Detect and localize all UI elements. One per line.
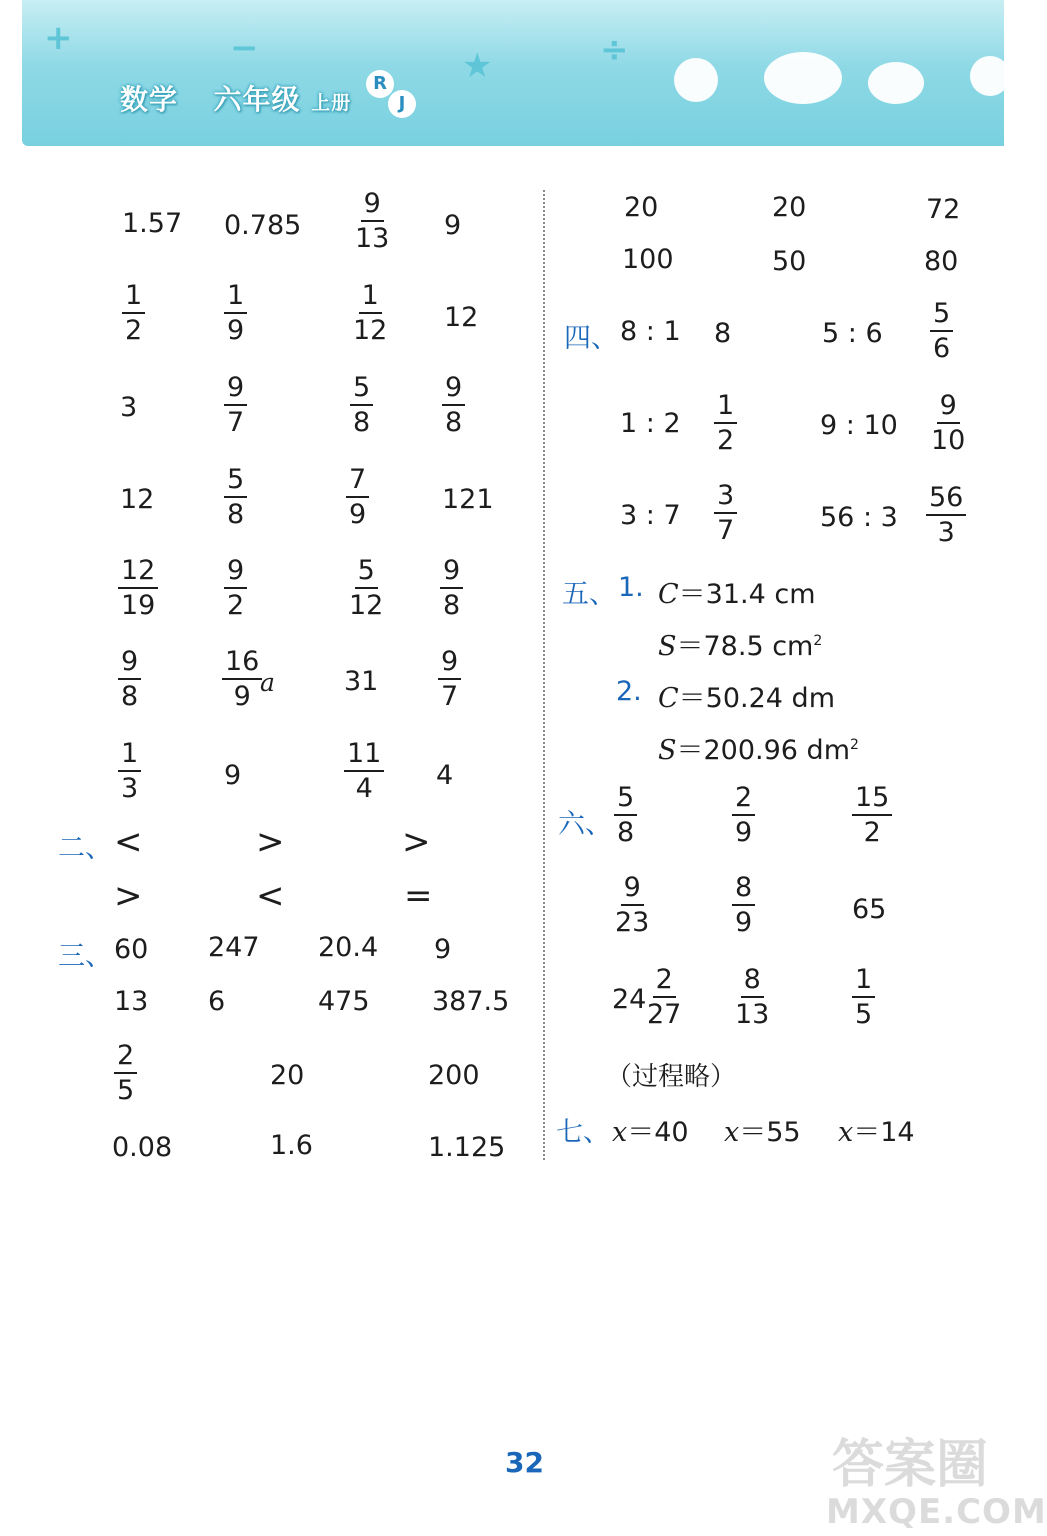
fraction: $\frac{8}{9}$: [732, 874, 755, 936]
fraction: $\frac{2}{9}$: [732, 784, 755, 846]
section-label: 五、: [562, 579, 616, 610]
answer: 3: [120, 392, 138, 423]
header-banner: [22, 0, 1004, 146]
minus-icon: −: [230, 28, 259, 68]
fraction: $\frac{2}{27}$: [647, 964, 682, 1030]
fraction: $\frac{11}{4}$: [344, 740, 384, 802]
fraction: $\frac{9}{7}$: [224, 374, 247, 436]
answer: 121: [442, 484, 494, 515]
plus-icon: +: [44, 18, 73, 58]
answer: 65: [852, 894, 887, 925]
answer: 20: [624, 192, 659, 223]
equation: x＝40: [612, 1117, 689, 1148]
fraction: $\frac{1}{12}$: [353, 280, 388, 346]
answer: 1.6: [270, 1130, 313, 1161]
fraction: $\frac{1}{3}$: [118, 740, 141, 802]
ratio: 3 : 7: [620, 500, 681, 531]
fraction: $\frac{5}{8}$: [224, 466, 247, 528]
formula: C＝31.4 cm: [658, 579, 816, 610]
answer: 72: [926, 194, 961, 225]
cloud-icon: [970, 56, 1010, 96]
question-number: 2.: [616, 676, 642, 707]
ratio: 56 : 3: [820, 502, 898, 533]
answer: 4: [436, 760, 454, 791]
badge-r: R: [366, 70, 394, 98]
answer: 0.08: [112, 1132, 173, 1163]
watermark-sub: MXQE.COM: [826, 1492, 1047, 1532]
fraction: $\frac{5}{6}$: [930, 300, 953, 362]
page-number: 32: [505, 1446, 544, 1479]
answer: 80: [924, 246, 959, 277]
question-number: 1.: [618, 572, 644, 603]
answer: 20: [772, 192, 807, 223]
banner-title: [120, 78, 351, 118]
volume-label: 上册: [311, 92, 352, 114]
fraction: $\frac{16}{9}$: [222, 648, 262, 710]
fraction: $\frac{56}{3}$: [926, 484, 966, 546]
equation: x＝55: [724, 1117, 801, 1148]
comparison: <: [256, 876, 285, 916]
fraction: $\frac{9}{2}$: [224, 557, 247, 619]
comparison: >: [114, 876, 143, 916]
fraction: $\frac{15}{2}$: [852, 784, 892, 846]
fraction: $\frac{9}{7}$: [438, 648, 461, 710]
fraction: $\frac{7}{9}$: [346, 466, 369, 528]
grade-label: 六年级: [213, 83, 301, 116]
divide-icon: ÷: [600, 30, 629, 70]
badge-j: J: [388, 90, 416, 118]
answer: 20.4: [318, 932, 379, 963]
fraction: $\frac{9}{23}$: [615, 872, 650, 938]
answer: 12: [120, 484, 155, 515]
section-label: 三、: [58, 941, 112, 972]
equation: x＝14: [838, 1117, 915, 1148]
fraction: $\frac{1}{9}$: [224, 282, 247, 344]
ratio: 8 : 1: [620, 316, 681, 347]
answer: 100: [622, 244, 674, 275]
answer: 9: [224, 760, 242, 791]
fraction: $\frac{9}{13}$: [355, 188, 390, 254]
fraction: $\frac{3}{7}$: [714, 482, 737, 544]
fraction: $\frac{1}{5}$: [852, 966, 875, 1028]
fraction: $\frac{9}{8}$: [118, 648, 141, 710]
note: （过程略）: [606, 1062, 737, 1092]
fraction: $\frac{1}{2}$: [714, 392, 737, 454]
answer: 12: [444, 302, 479, 333]
rj-badge: [366, 70, 426, 120]
section-label: 六、: [558, 809, 612, 840]
fraction: $\frac{2}{5}$: [114, 1042, 137, 1104]
star-icon: ★: [462, 46, 493, 86]
answer: 20: [270, 1060, 305, 1091]
comparison: >: [256, 822, 285, 862]
answer: 9: [444, 210, 462, 241]
answer: 387.5: [432, 986, 510, 1017]
answer: 9: [434, 934, 452, 965]
watermark: [824, 1418, 1047, 1536]
answer: 1.125: [428, 1132, 506, 1163]
comparison: <: [114, 822, 143, 862]
ratio: 1 : 2: [620, 408, 681, 439]
fraction: $\frac{8}{13}$: [735, 964, 770, 1030]
section-label: 四、: [564, 323, 618, 354]
variable: a: [260, 668, 275, 697]
fraction: $\frac{12}{19}$: [118, 557, 158, 619]
formula: S＝78.5 $cm^2$: [658, 631, 823, 662]
answer: 60: [114, 934, 149, 965]
fraction: $\frac{9}{8}$: [440, 557, 463, 619]
ratio: 5 : 6: [822, 318, 883, 349]
cloud-icon: [764, 52, 842, 104]
answer: 0.785: [224, 210, 302, 241]
answer: 6: [208, 986, 226, 1017]
answer: 247: [208, 932, 260, 963]
answer: 200: [428, 1060, 480, 1091]
answer: 31: [344, 666, 379, 697]
column-divider: [543, 190, 545, 1160]
mixed-number-whole: 24: [612, 984, 647, 1015]
watermark-main: 答案圈: [832, 1435, 989, 1495]
fraction: $\frac{1}{2}$: [122, 282, 145, 344]
cloud-icon: [674, 58, 718, 102]
answer: 1.57: [122, 208, 183, 239]
formula: S＝200.96 $dm^2$: [658, 735, 859, 766]
answer: 8: [714, 318, 732, 349]
comparison: >: [402, 822, 431, 862]
fraction: $\frac{5}{8}$: [614, 784, 637, 846]
answer: 13: [114, 986, 149, 1017]
subject-label: 数学: [120, 83, 179, 116]
cloud-icon: [868, 62, 924, 104]
answer: 50: [772, 246, 807, 277]
section-label: 七、: [556, 1117, 610, 1148]
fraction: $\frac{5}{8}$: [350, 374, 373, 436]
ratio: 9 : 10: [820, 410, 898, 441]
formula: C＝50.24 dm: [658, 683, 835, 714]
fraction: $\frac{5}{12}$: [349, 555, 384, 621]
comparison: =: [404, 876, 433, 916]
fraction: $\frac{9}{8}$: [442, 374, 465, 436]
answer: 475: [318, 986, 370, 1017]
fraction: $\frac{9}{10}$: [931, 390, 966, 456]
section-label: 二、: [58, 833, 112, 864]
